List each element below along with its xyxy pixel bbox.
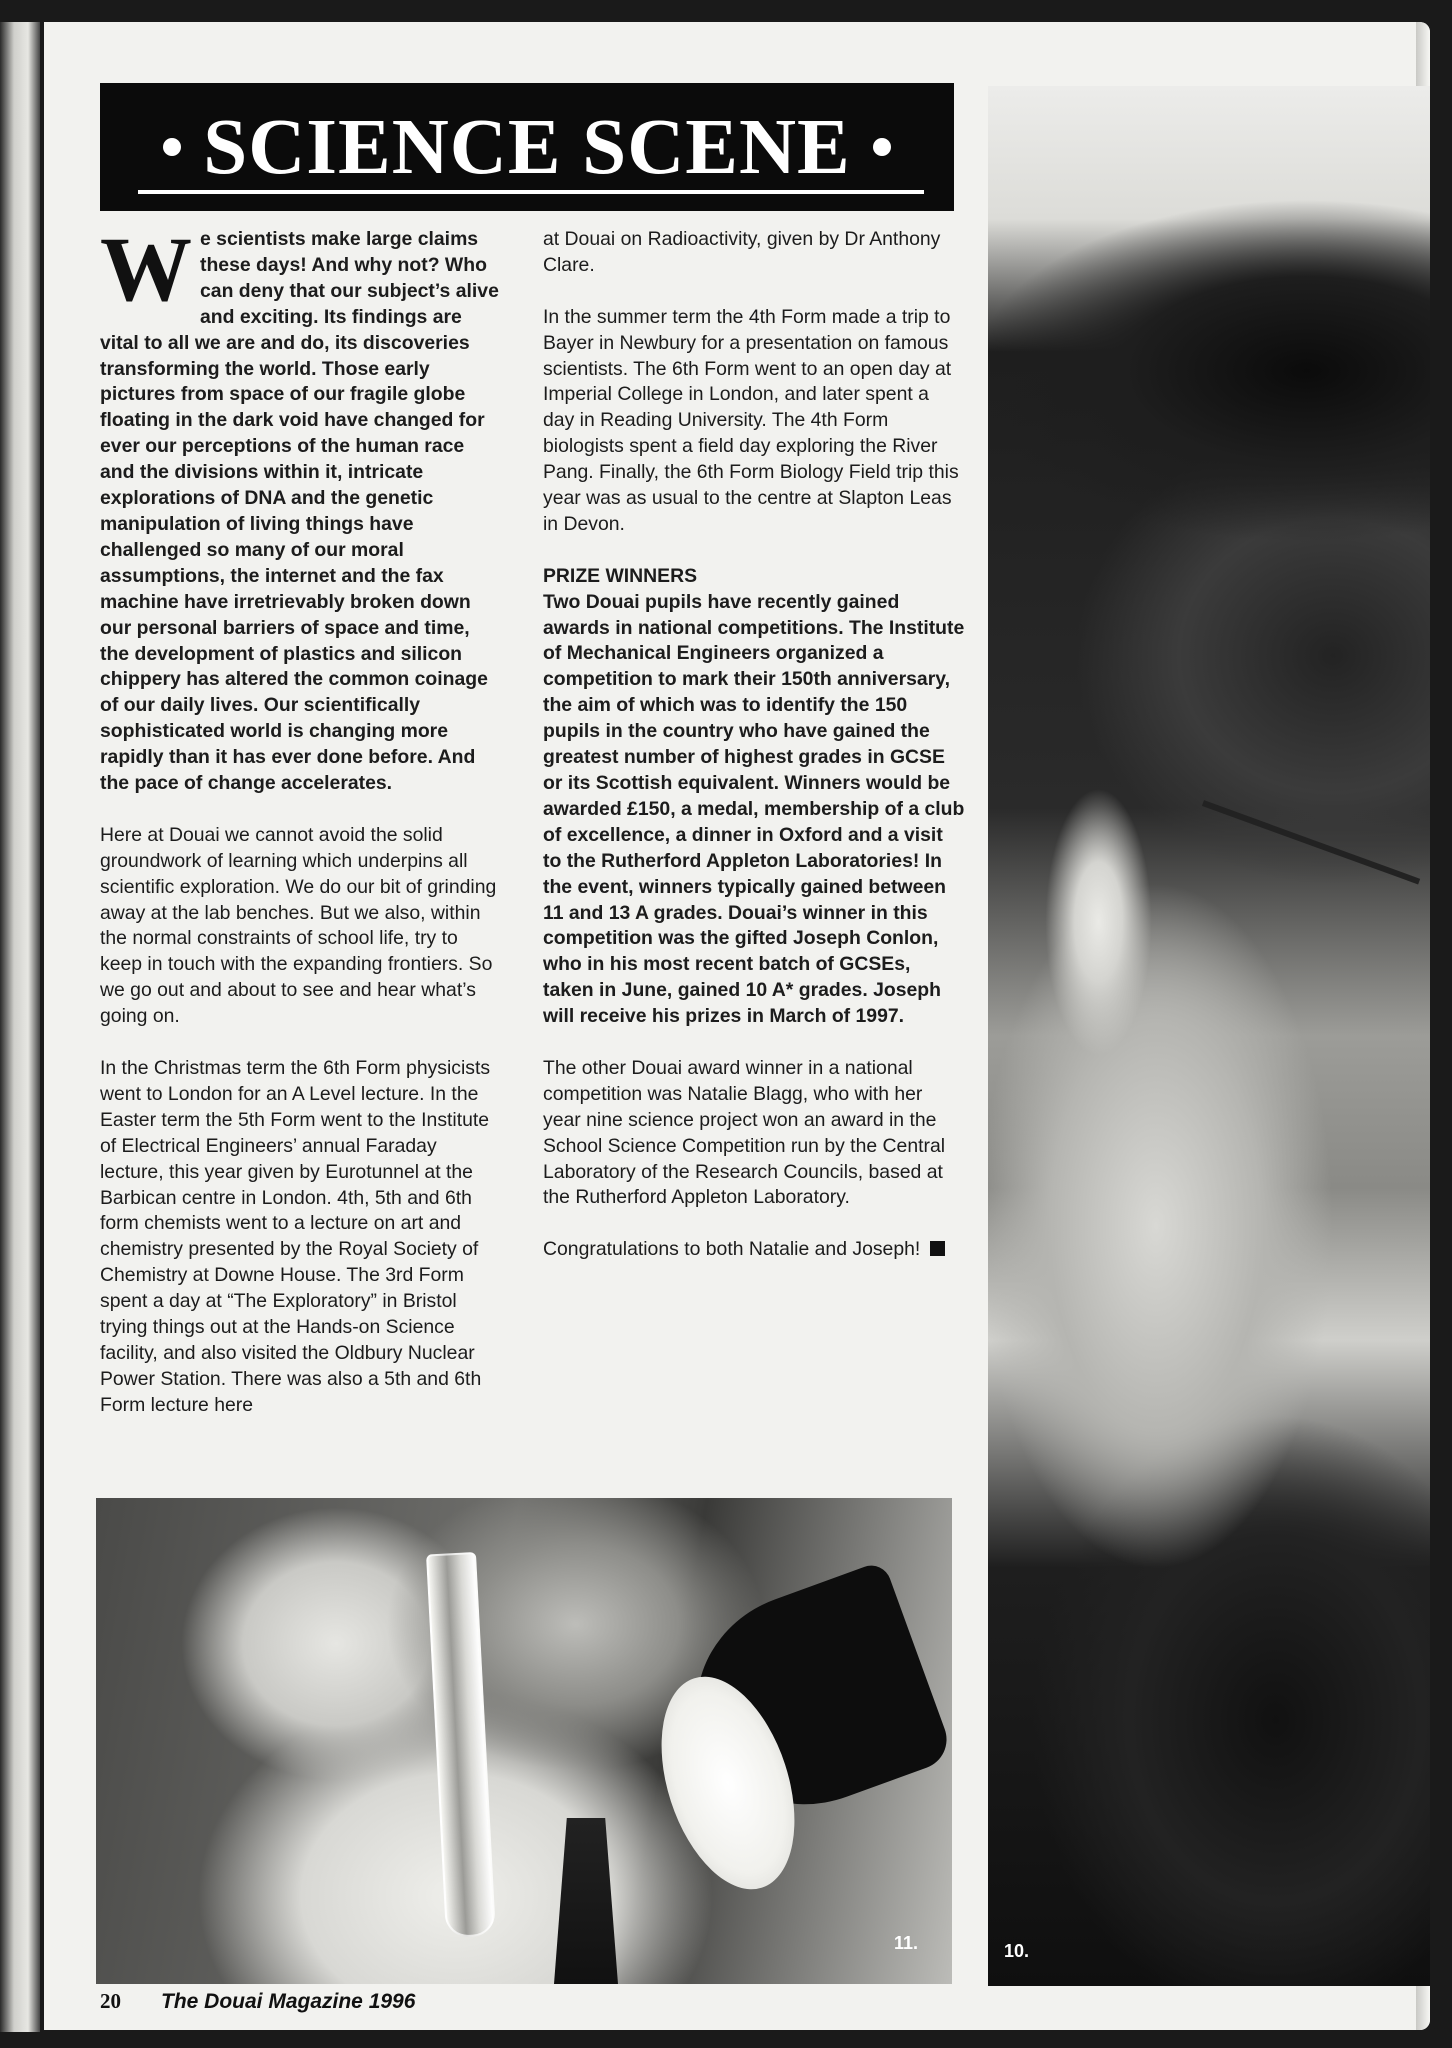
paragraph-prize-winners: Two Douai pupils have recently gained awards in national competitions. The Institute of Mechanical Engineers organized a competition to mark their 150th anniversary, the aim of which was to identify the 150 pupils in the country who have gained the greatest number of highest grades in GCSE or its Scottish equivalent. Winners would be awarded £150, a medal, membership of a club of excellence, a dinner in Oxford and a visit to the Rutherford Appleton Laboratories! In the event, winners typically gained between 11 and 13 A grades. Douai’s winner in this competition was the gifted Joseph Conlon, who in his most recent batch of GCSEs, taken in June, gained 10 A* grades. Joseph will receive his prizes in March of 1997.	[543, 590, 965, 1028]
intro-text: e scientists make large claims these days! And why not? Who can deny that our subject’s alive and exciting. Its findings are vital to all we are and do, its discoveries transforming the world. Those early pictures from space of our fragile globe floating in the dark void have changed for ever our perceptions of the human race and the divisions within it, intricate explorations of DNA and the genetic manipulation of living things have challenged so many of our moral assumptions, the internet and the fax machine have irretrievably broken down our personal barriers of space and time, the development of plastics and silicon chippery has altered the common coinage of our daily lives. Our scientifically sophisticated world is changing more rapidly than it has ever done before. And the pace of change accelerates.	[100, 228, 499, 795]
prize-winners-heading: PRIZE WINNERS	[543, 564, 698, 587]
previous-page-edge	[0, 22, 40, 2032]
photo-number-11: 11.	[893, 1933, 918, 1953]
paragraph-natalie: The other Douai award winner in a national competition was Natalie Blagg, who with her year nine science project won an award in the School Science Competition run by the Central Laboratory of the Research Councils, based at the Rutherford Appleton Laboratory.	[543, 1056, 946, 1209]
publication-name: The Douai Magazine 1996	[161, 1990, 416, 2013]
paragraph-congratulations	[543, 1237, 965, 1263]
photo-number-10: 10.	[1004, 1941, 1030, 1961]
paragraph-radioactivity: at Douai on Radioactivity, given by Dr Anthony Clare.	[543, 228, 941, 276]
article-column-1	[100, 218, 500, 1445]
bullet-dot-left	[163, 138, 181, 156]
tie-shape	[554, 1818, 618, 1984]
paragraph-groundwork: Here at Douai we cannot avoid the solid groundwork of learning which underpins all scientific exploration. We do our bit of grinding away at the lab benches. But we also, within the normal constraints of school life, try to keep in touch with the expanding frontiers. So we go out and about to see and hear what’s going on.	[100, 823, 497, 1028]
page-number: 20	[100, 1989, 121, 2013]
glasses-arm-shape	[1202, 800, 1420, 884]
paragraph-summer-term: In the summer term the 4th Form made a trip to Bayer in Newbury for a presentation on famous scientists. The 6th Form went to an open day at Imperial College in London, and later spent a day in Reading University. The 4th Form biologists spent a field day exploring the River Pang. Finally, the 6th Form Biology Field trip this year was as usual to the centre at Slapton Leas in Devon.	[543, 305, 959, 535]
bullet-dot-right	[873, 138, 891, 156]
section-banner	[100, 83, 954, 211]
intro-paragraph	[100, 218, 500, 797]
article-column-2	[543, 227, 965, 1289]
photo-student-portrait	[988, 86, 1430, 1986]
test-tube-shape	[426, 1552, 496, 1938]
magazine-page	[44, 22, 1430, 2030]
page-footer	[100, 1989, 415, 2014]
congratulations-text: Congratulations to both Natalie and Joseph!	[543, 1238, 921, 1261]
end-mark-icon	[930, 1241, 945, 1256]
banner-underline	[138, 190, 924, 194]
paragraph-trips: In the Christmas term the 6th Form physicists went to London for an A Level lecture. In the Easter term the 5th Form went to the Institute of Electrical Engineers’ annual Faraday lecture, this year given by Eurotunnel at the Barbican centre in London. 4th, 5th and 6th form chemists went to a lecture on art and chemistry presented by the Royal Society of Chemistry at Downe House. The 3rd Form spent a day at “The Exploratory” in Bristol trying things out at the Hands-on Science facility, and also visited the Oldbury Nuclear Power Station. There was also a 5th and 6th Form lecture here	[100, 1056, 491, 1416]
photo-student-test-tube	[96, 1498, 952, 1984]
section-title: SCIENCE SCENE	[203, 103, 851, 191]
drop-cap: W	[100, 218, 192, 320]
